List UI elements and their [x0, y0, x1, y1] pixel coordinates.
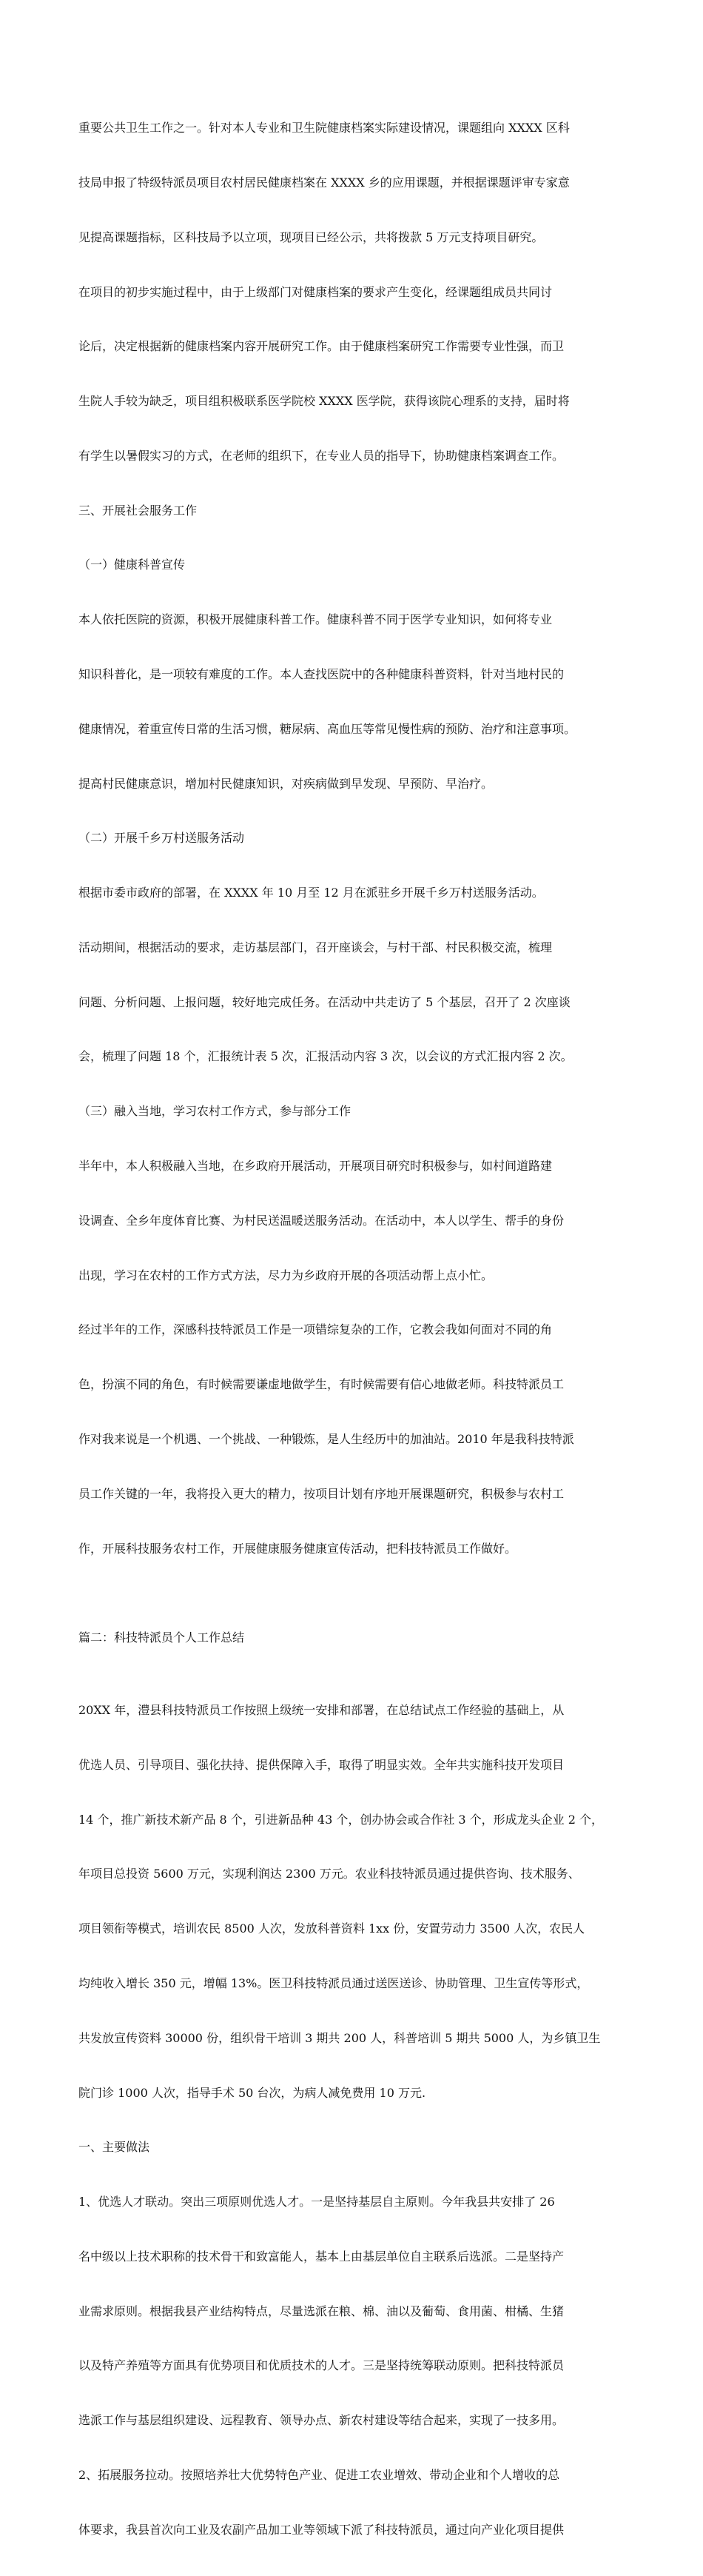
document-page	[78, 83, 630, 2576]
subsection-heading: （一）健康科普宣传	[78, 558, 186, 572]
part-two-heading-block	[78, 1629, 630, 1647]
part-one-text	[78, 83, 630, 1594]
subsection-heading: （三）融入当地，学习农村工作方式，参与部分工作	[78, 1104, 352, 1119]
text-line: 项目领衔等模式，培训农民 8500 人次，发放科普资料 1xx 份，安置劳动力 3500 人次，农民人	[78, 1921, 585, 1936]
text-line: 经过半年的工作，深感科技特派员工作是一项错综复杂的工作，它教会我如何面对不同的角	[78, 1322, 553, 1337]
text-line: 活动期间，根据活动的要求，走访基层部门，召开座谈会，与村干部、村民积极交流，梳理	[78, 940, 553, 954]
text-line: 以及特产养殖等方面具有优势项目和优质技术的人才。三是坚持统筹联动原则。把科技特派员	[78, 2358, 565, 2373]
text-line: 均纯收入增长 350 元，增幅 13%。医卫科技特派员通过送医送诊、协助管理、卫生宣传等形式，	[78, 1976, 589, 1990]
text-line: 体要求，我县首次向工业及农副产品加工业等领域下派了科技特派员，通过向产业化项目提供	[78, 2522, 565, 2537]
section-heading: 三、开展社会服务工作	[78, 503, 198, 518]
text-line: 知识科普化，是一项较有难度的工作。本人查找医院中的各种健康科普资料，针对当地村民的	[78, 667, 565, 681]
text-line: 业需求原则。根据我县产业结构特点，尽量选派在粮、棉、油以及葡萄、食用菌、柑橘、生猪	[78, 2304, 565, 2318]
text-line: 14 个，推广新技术新产品 8 个，引进新品种 43 个，创办协会或合作社 3 个，形成龙头企业 2 个，	[78, 1812, 604, 1827]
text-line: 作对我来说是一个机遇、一个挑战、一种锻炼，是人生经历中的加油站。2010 年是我科技特派	[78, 1431, 574, 1446]
text-line: 半年中，本人积极融入当地，在乡政府开展活动，开展项目研究时积极参与，如村间道路建	[78, 1159, 553, 1174]
text-line: 员工作关键的一年，我将投入更大的精力，按项目计划有序地开展课题研究，积极参与农村工	[78, 1486, 565, 1501]
text-line: 选派工作与基层组织建设、远程教育、领导办点、新农村建设等结合起来，实现了一技多用。	[78, 2413, 565, 2428]
text-line: 见提高课题指标，区科技局予以立项，现项目已经公示，共将拨款 5 万元支持项目研究。	[78, 230, 544, 244]
text-line: 共发放宣传资料 30000 份，组织骨干培训 3 期共 200 人，科普培训 5 期共 5000 人，为乡镇卫生	[78, 2030, 601, 2045]
text-line: 作，开展科技服务农村工作，开展健康服务健康宣传活动，把科技特派员工作做好。	[78, 1541, 517, 1556]
text-line: 论后，决定根据新的健康档案内容开展研究工作。由于健康档案研究工作需要专业性强，而卫	[78, 339, 565, 354]
text-line: 问题、分析问题、上报问题，较好地完成任务。在活动中共走访了 5 个基层，召开了 2 次座谈	[78, 994, 571, 1009]
text-line: 有学生以暑假实习的方式，在老师的组织下，在专业人员的指导下，协助健康档案调查工作。	[78, 448, 565, 463]
text-line: 名中级以上技术职称的技术骨干和致富能人，基本上由基层单位自主联系后选派。二是坚持产	[78, 2249, 565, 2264]
text-line: 优选人员、引导项目、强化扶持、提供保障入手，取得了明显实效。全年共实施科技开发项目	[78, 1757, 565, 1772]
text-line: 会，梳理了问题 18 个，汇报统计表 5 次，汇报活动内容 3 次，以会议的方式汇报内容 2 次。	[78, 1049, 573, 1064]
text-line: 重要公共卫生工作之一。针对本人专业和卫生院健康档案实际建设情况，课题组向 XXXX 区科	[78, 121, 570, 136]
text-line: 年项目总投资 5600 万元，实现利润达 2300 万元。农业科技特派员通过提供咨询、技术服务、	[78, 1867, 580, 1881]
text-line: 提高村民健康意识，增加村民健康知识，对疾病做到早发现、早预防、早治疗。	[78, 776, 494, 791]
text-line: 根据市委市政府的部署，在 XXXX 年 10 月至 12 月在派驻乡开展千乡万村送服务活动。	[78, 886, 544, 900]
heading-gap	[78, 1647, 630, 1665]
text-line: 生院人手较为缺乏，项目组积极联系医学院校 XXXX 医学院，获得该院心理系的支持，届时将	[78, 394, 570, 409]
text-line: 在项目的初步实施过程中，由于上级部门对健康档案的要求产生变化，经课题组成员共同讨	[78, 284, 553, 299]
text-line: 本人依托医院的资源，积极开展健康科普工作。健康科普不同于医学专业知识，如何将专业	[78, 612, 553, 627]
text-line: 健康情况，着重宣传日常的生活习惯，糖尿病、高血压等常见慢性病的预防、治疗和注意事项。	[78, 721, 576, 736]
text-line: 2、拓展服务拉动。按照培养壮大优势特色产业、促进工农业增效、带动企业和个人增收的总	[78, 2468, 560, 2482]
part-two-heading: 篇二：科技特派员个人工作总结	[78, 1630, 245, 1645]
section-gap	[78, 1594, 630, 1629]
section-heading: 一、主要做法	[78, 2140, 150, 2155]
text-line: 院门诊 1000 人次，指导手术 50 台次，为病人减免费用 10 万元.	[78, 2085, 426, 2100]
part-one-section	[78, 83, 630, 1594]
text-line: 20XX 年，澧县科技特派员工作按照上级统一安排和部署，在总结试点工作经验的基础上，从	[78, 1703, 565, 1718]
part-two-section	[78, 1665, 630, 2576]
text-line: 1、优选人才联动。突出三项原则优选人才。一是坚持基层自主原则。今年我县共安排了 26	[78, 2195, 555, 2209]
text-line: 出现，学习在农村的工作方式方法，尽力为乡政府开展的各项活动帮上点小忙。	[78, 1268, 494, 1282]
subsection-heading: （二）开展千乡万村送服务活动	[78, 831, 245, 846]
text-line: 设调查、全乡年度体育比赛、为村民送温暖送服务活动。在活动中，本人以学生、帮手的身份	[78, 1213, 565, 1228]
part-two-text	[78, 1665, 630, 2576]
text-line: 技局申报了特级特派员项目农村居民健康档案在 XXXX 乡的应用课题，并根据课题评审专家意	[78, 175, 570, 190]
text-line: 色，扮演不同的角色，有时候需要谦虚地做学生，有时候需要有信心地做老师。科技特派员工	[78, 1377, 565, 1392]
